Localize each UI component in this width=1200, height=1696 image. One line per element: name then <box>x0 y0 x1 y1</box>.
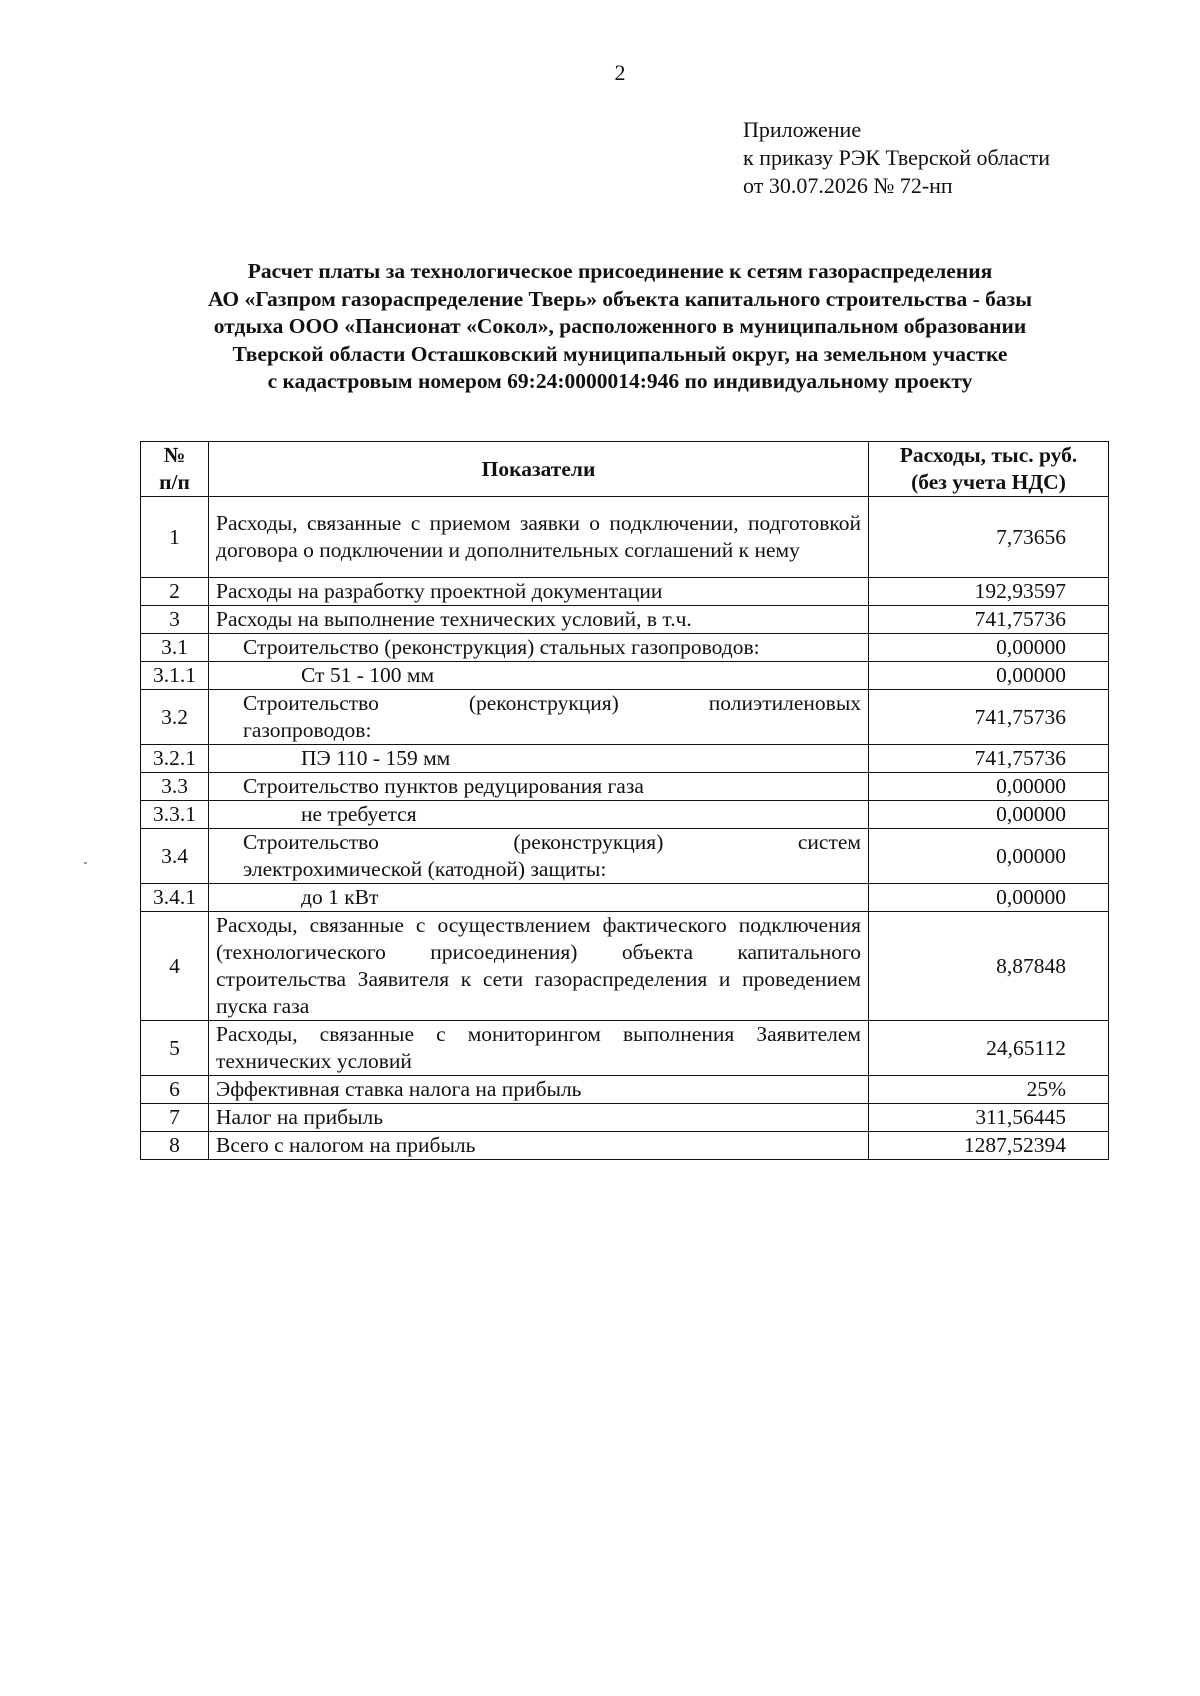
page-number: 2 <box>614 60 626 85</box>
row-indicator <box>209 829 869 884</box>
row-indicator-word: Строительство <box>243 691 379 715</box>
row-indicator: Расходы, связанные с приемом заявки о подключении, подготовкой договора о подключении и дополнительных соглашений к нему <box>209 497 869 578</box>
row-value: 0,00000 <box>869 829 1109 884</box>
table-row <box>141 1076 1109 1104</box>
title-line: АО «Газпром газораспределение Тверь» объекта капитального строительства - базы <box>207 286 1033 311</box>
row-indicator-line2: электрохимической (катодной) защиты: <box>243 857 607 881</box>
header-number-line2: п/п <box>159 470 190 494</box>
row-number: 6 <box>141 1076 209 1104</box>
header-number <box>141 442 209 497</box>
row-value: 741,75736 <box>869 745 1109 773</box>
row-number: 3.1.1 <box>141 662 209 690</box>
header-expenses <box>869 442 1109 497</box>
row-value: 741,75736 <box>869 606 1109 634</box>
calculation-table <box>140 441 1109 1160</box>
row-indicator: Строительство пунктов редуцирования газа <box>209 773 869 801</box>
row-number: 3.4.1 <box>141 884 209 912</box>
row-value: 0,00000 <box>869 662 1109 690</box>
row-indicator-word: полиэтиленовых <box>708 691 862 715</box>
row-number: 3.4 <box>141 829 209 884</box>
row-number: 8 <box>141 1132 209 1160</box>
table-row <box>141 497 1109 578</box>
header-number-line1: № <box>163 443 186 467</box>
appendix-line: от 30.07.2026 № 72-нп <box>743 173 953 198</box>
row-number: 2 <box>141 578 209 606</box>
row-indicator-line1 <box>243 690 861 717</box>
row-number: 3.3.1 <box>141 801 209 829</box>
row-number: 3.3 <box>141 773 209 801</box>
row-indicator-word: Строительство <box>243 830 379 854</box>
table-row <box>141 912 1109 1021</box>
title-line: Тверской области Осташковский муниципальный округ, на земельном участке <box>232 341 1008 366</box>
appendix-block <box>743 116 1050 200</box>
row-indicator: Эффективная ставка налога на прибыль <box>209 1076 869 1104</box>
table-row <box>141 634 1109 662</box>
row-indicator: Всего с налогом на прибыль <box>209 1132 869 1160</box>
row-value: 741,75736 <box>869 690 1109 745</box>
row-value: 25% <box>869 1076 1109 1104</box>
row-number: 3.1 <box>141 634 209 662</box>
appendix-line: к приказу РЭК Тверской области <box>743 145 1051 170</box>
row-indicator-word: (реконструкция) <box>513 830 664 854</box>
table-row <box>141 578 1109 606</box>
row-indicator: Налог на прибыль <box>209 1104 869 1132</box>
row-value: 8,87848 <box>869 912 1109 1021</box>
table-row <box>141 1132 1109 1160</box>
row-value: 0,00000 <box>869 773 1109 801</box>
scan-artifact <box>84 862 87 864</box>
title-line: Расчет платы за технологическое присоединение к сетям газораспределения <box>247 259 993 283</box>
row-indicator-word: (реконструкция) <box>468 691 619 715</box>
row-indicator: Расходы на выполнение технических условий, в т.ч. <box>209 606 869 634</box>
table-row <box>141 1104 1109 1132</box>
row-number: 4 <box>141 912 209 1021</box>
header-expenses-line1: Расходы, тыс. руб. <box>899 443 1078 467</box>
table-row <box>141 690 1109 745</box>
row-number: 5 <box>141 1021 209 1076</box>
title-line: отдыха ООО «Пансионат «Сокол», расположенного в муниципальном образовании <box>213 314 1027 338</box>
row-value: 0,00000 <box>869 884 1109 912</box>
row-indicator: Расходы на разработку проектной документации <box>209 578 869 606</box>
row-value: 1287,52394 <box>869 1132 1109 1160</box>
row-value: 7,73656 <box>869 497 1109 578</box>
row-value: 192,93597 <box>869 578 1109 606</box>
appendix-line: Приложение <box>743 117 862 142</box>
title-line: с кадастровым номером 69:24:0000014:946 по индивидуальному проекту <box>267 369 973 393</box>
table-row <box>141 745 1109 773</box>
row-indicator: Ст 51 - 100 мм <box>209 662 869 690</box>
row-indicator-word: систем <box>797 830 861 854</box>
row-number: 1 <box>141 497 209 578</box>
row-indicator: ПЭ 110 - 159 мм <box>209 745 869 773</box>
table-row <box>141 1021 1109 1076</box>
row-number: 3.2.1 <box>141 745 209 773</box>
row-indicator: Расходы, связанные с мониторингом выполнения Заявителем технических условий <box>209 1021 869 1076</box>
row-value: 0,00000 <box>869 634 1109 662</box>
row-number: 3 <box>141 606 209 634</box>
row-indicator: до 1 кВт <box>209 884 869 912</box>
table-row <box>141 829 1109 884</box>
header-expenses-line2: (без учета НДС) <box>911 470 1066 494</box>
table-row <box>141 773 1109 801</box>
row-number: 3.2 <box>141 690 209 745</box>
row-value: 0,00000 <box>869 801 1109 829</box>
table-row <box>141 606 1109 634</box>
table-row <box>141 801 1109 829</box>
row-indicator: Строительство (реконструкция) стальных газопроводов: <box>209 634 869 662</box>
header-indicators: Показатели <box>209 442 869 497</box>
table-row <box>141 884 1109 912</box>
row-indicator <box>209 690 869 745</box>
row-value: 311,56445 <box>869 1104 1109 1132</box>
table-row <box>141 662 1109 690</box>
row-indicator: Расходы, связанные с осуществлением фактического подключения (технологического присоединения) объекта капитального строительства Заявителя к сети газораспределения и проведением пуска газа <box>209 912 869 1021</box>
document-title <box>100 258 1140 396</box>
table-header-row <box>141 442 1109 497</box>
row-indicator-line1 <box>243 829 861 856</box>
row-value: 24,65112 <box>869 1021 1109 1076</box>
row-number: 7 <box>141 1104 209 1132</box>
row-indicator-line2: газопроводов: <box>243 718 372 742</box>
row-indicator: не требуется <box>209 801 869 829</box>
